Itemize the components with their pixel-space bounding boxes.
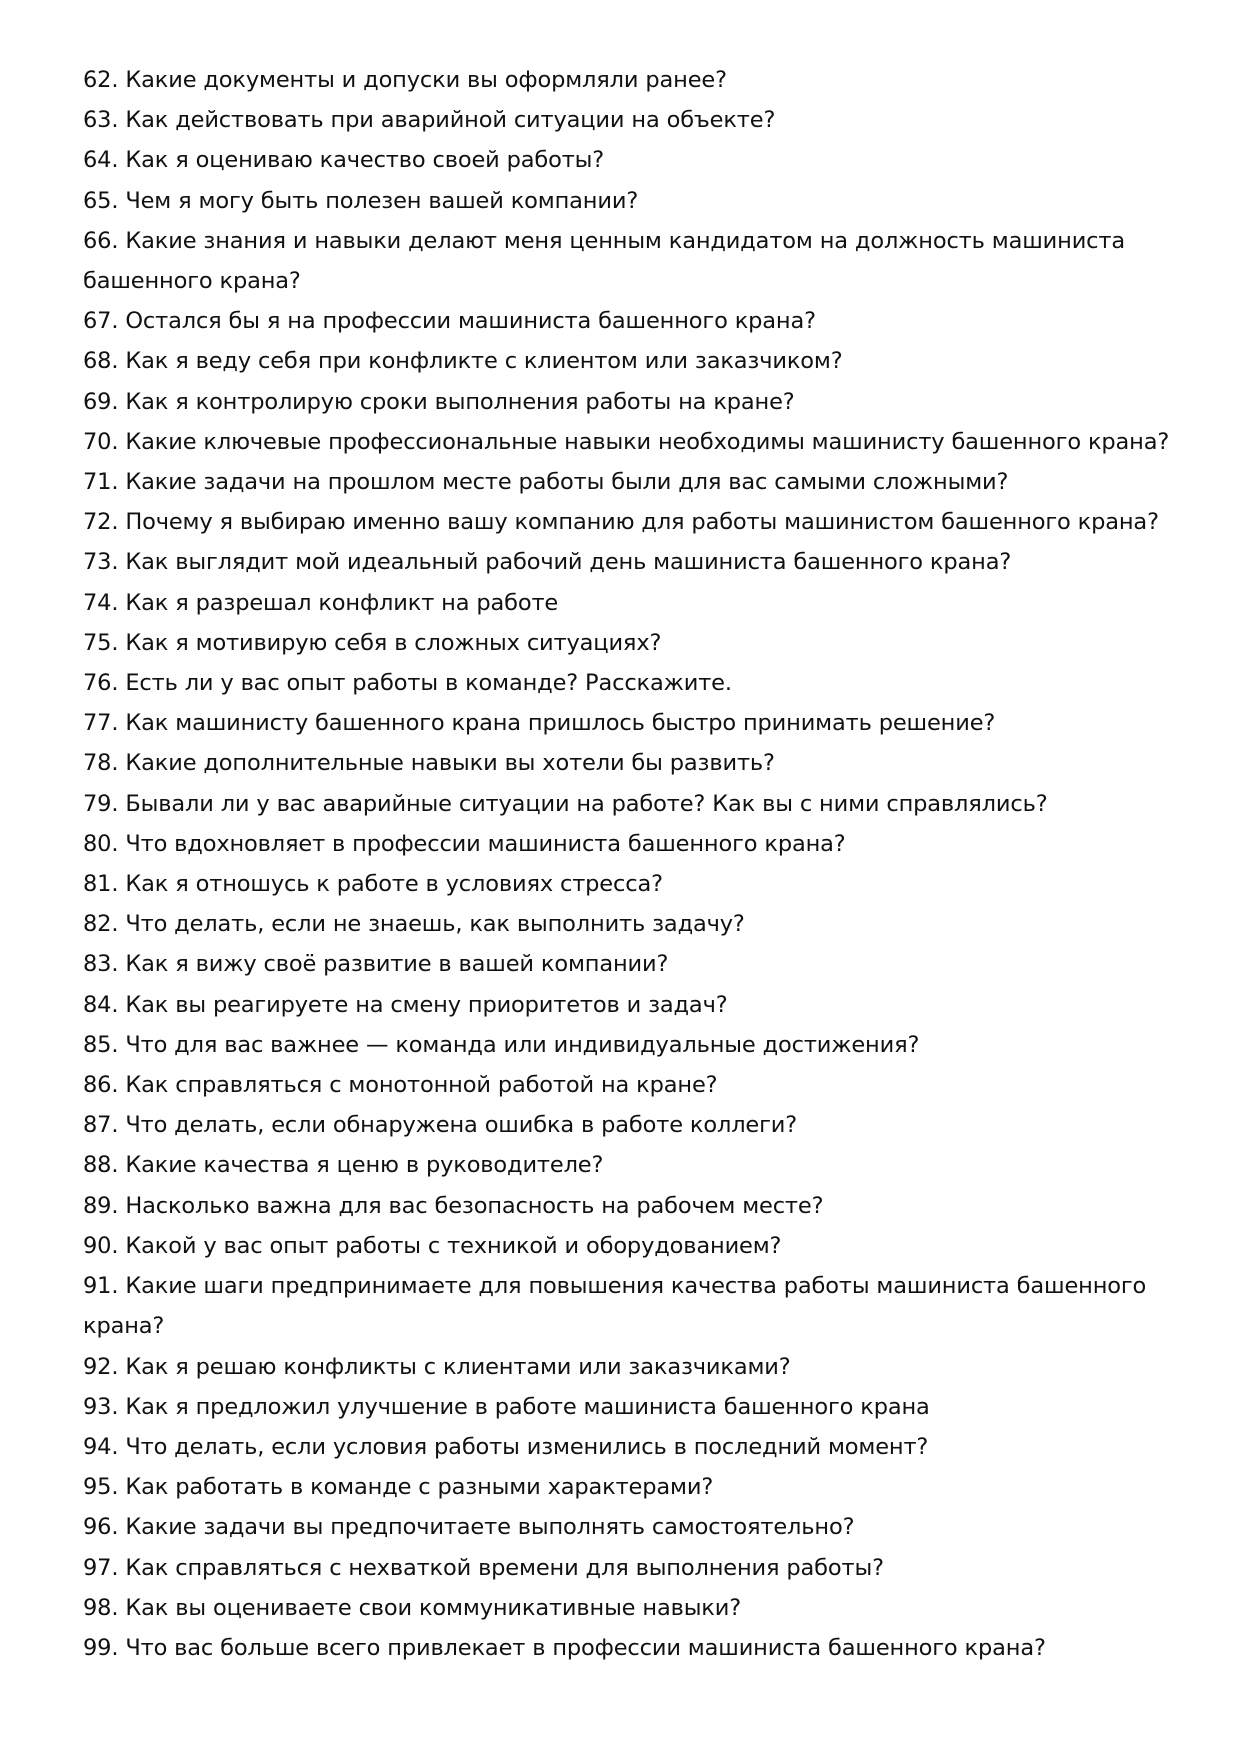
question-92: 92. Как я решаю конфликты с клиентами или заказчиками?: [83, 1353, 791, 1380]
question-90: 90. Какой у вас опыт работы с техникой и оборудованием?: [83, 1232, 782, 1259]
question-73: 73. Как выглядит мой идеальный рабочий день машиниста башенного крана?: [83, 549, 1012, 576]
question-64: 64. Как я оцениваю качество своей работы?: [83, 147, 605, 174]
question-83: 83. Как я вижу своё развитие в вашей компании?: [83, 951, 669, 978]
question-79: 79. Бывали ли у вас аварийные ситуации на работе? Как вы с ними справлялись?: [83, 790, 1048, 817]
question-87: 87. Что делать, если обнаружена ошибка в работе коллеги?: [83, 1112, 798, 1139]
question-74: 74. Как я разрешал конфликт на работе: [83, 589, 559, 616]
question-85: 85. Что для вас важнее — команда или индивидуальные достижения?: [83, 1031, 920, 1058]
question-71: 71. Какие задачи на прошлом месте работы были для вас самыми сложными?: [83, 469, 1009, 496]
question-88: 88. Какие качества я ценю в руководителе?: [83, 1152, 604, 1179]
question-95: 95. Как работать в команде с разными характерами?: [83, 1474, 714, 1501]
question-81: 81. Как я отношусь к работе в условиях стресса?: [83, 871, 663, 898]
question-69: 69. Как я контролирую сроки выполнения работы на кране?: [83, 388, 795, 415]
question-86: 86. Как справляться с монотонной работой на кране?: [83, 1072, 718, 1099]
question-77: 77. Как машинисту башенного крана пришлось быстро принимать решение?: [83, 710, 996, 737]
question-78: 78. Какие дополнительные навыки вы хотели бы развить?: [83, 750, 775, 777]
question-98: 98. Как вы оцениваете свои коммуникативные навыки?: [83, 1594, 742, 1621]
question-91: 91. Какие шаги предпринимаете для повышения качества работы машиниста башенного крана?: [83, 1273, 1147, 1340]
question-list: [83, 60, 1173, 1668]
question-84: 84. Как вы реагируете на смену приоритетов и задач?: [83, 991, 728, 1018]
question-82: 82. Что делать, если не знаешь, как выполнить задачу?: [83, 911, 745, 938]
question-93: 93. Как я предложил улучшение в работе машиниста башенного крана: [83, 1393, 930, 1420]
question-76: 76. Есть ли у вас опыт работы в команде? Расскажите.: [83, 670, 732, 697]
question-65: 65. Чем я могу быть полезен вашей компании?: [83, 187, 639, 214]
question-94: 94. Что делать, если условия работы изменились в последний момент?: [83, 1433, 929, 1460]
question-70: 70. Какие ключевые профессиональные навыки необходимы машинисту башенного крана?: [83, 428, 1170, 455]
question-72: 72. Почему я выбираю именно вашу компанию для работы машинистом башенного крана?: [83, 509, 1159, 536]
question-62: 62. Какие документы и допуски вы оформляли ранее?: [83, 67, 727, 93]
question-63: 63. Как действовать при аварийной ситуации на объекте?: [83, 107, 776, 134]
question-89: 89. Насколько важна для вас безопасность на рабочем месте?: [83, 1192, 824, 1219]
question-68: 68. Как я веду себя при конфликте с клиентом или заказчиком?: [83, 348, 843, 375]
document-page: [83, 60, 1173, 1668]
question-75: 75. Как я мотивирую себя в сложных ситуациях?: [83, 629, 662, 656]
question-97: 97. Как справляться с нехваткой времени для выполнения работы?: [83, 1554, 884, 1581]
question-67: 67. Остался бы я на профессии машиниста башенного крана?: [83, 308, 816, 335]
question-66: 66. Какие знания и навыки делают меня ценным кандидатом на должность машиниста башенного крана?: [83, 227, 1125, 295]
question-99: 99. Что вас больше всего привлекает в профессии машиниста башенного крана?: [83, 1634, 1046, 1661]
question-96: 96. Какие задачи вы предпочитаете выполнять самостоятельно?: [83, 1514, 855, 1541]
question-80: 80. Что вдохновляет в профессии машиниста башенного крана?: [83, 830, 846, 857]
